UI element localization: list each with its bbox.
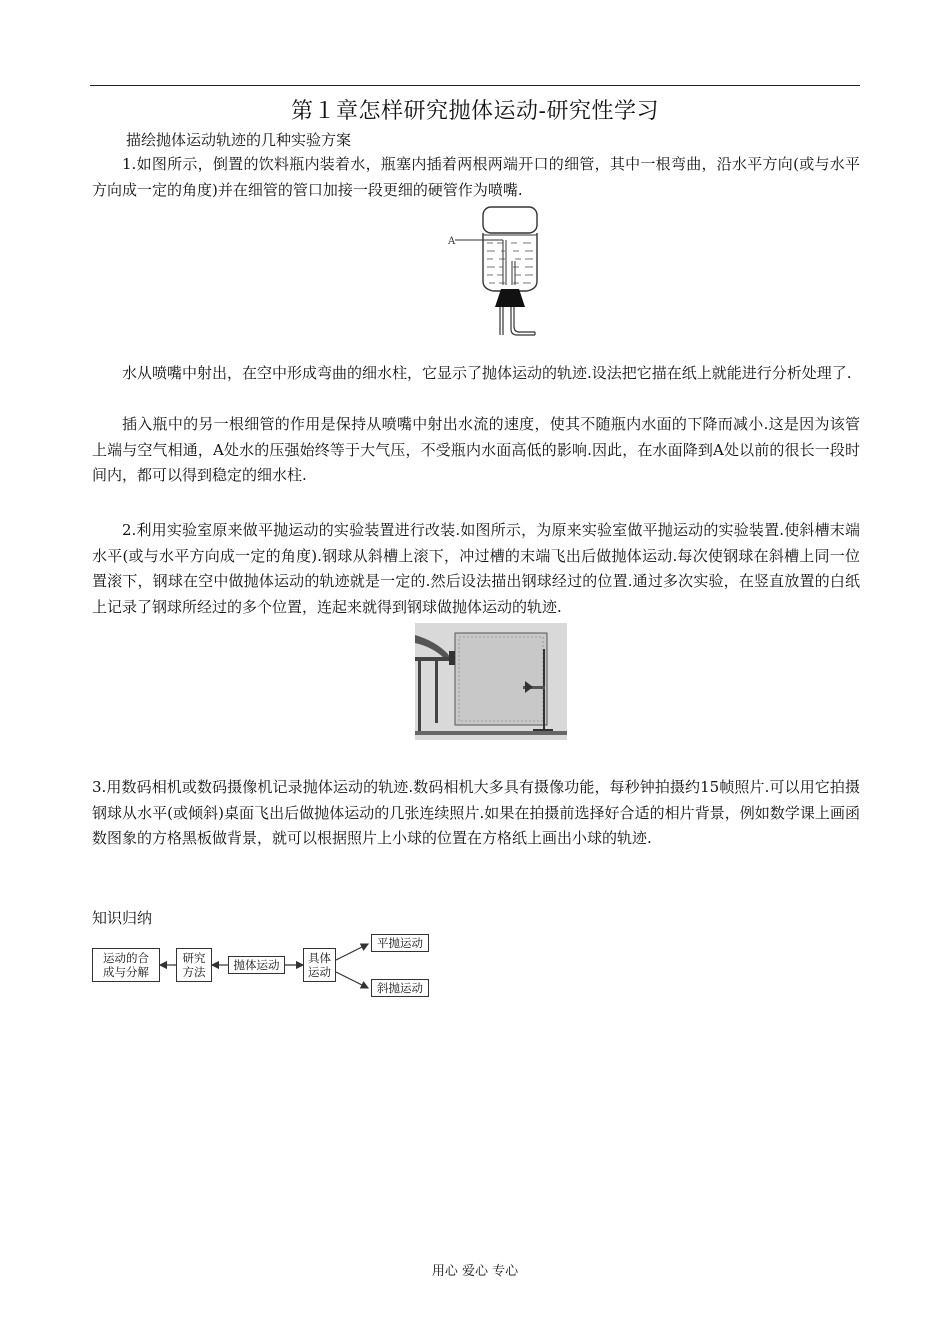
summary-heading: 知识归纳 [92,909,153,927]
knowledge-summary-diagram [90,932,435,1000]
diagram-box-composition: 运动的合 成与分解 [92,948,160,982]
page-title: 第１章怎样研究抛体运动-研究性学习 [291,99,659,124]
projectile-apparatus-figure [415,623,567,740]
svg-text:A: A [448,236,456,247]
section-subtitle: 描绘抛体运动轨迹的几种实验方案 [126,131,352,149]
diagram-box-method: 研究 方法 [176,948,212,982]
bottle-apparatus-figure [445,203,545,351]
paragraph-3: 插入瓶中的另一根细管的作用是保持从喷嘴中射出水流的速度，使其不随瓶内水面的下降而减小.这是因为该管上端与空气相通，A处水的压强始终等于大气压，不受瓶内水面高低的影响.因此，在水面降到A处以前的很长一段时间内，都可以得到稳定的细水柱. [92,415,860,484]
diagram-box-oblique: 斜抛运动 [371,979,429,997]
diagram-box-specific: 具体 运动 [303,948,336,982]
diagram-box-horizontal: 平抛运动 [371,934,429,952]
paragraph-4: 2.利用实验室原来做平抛运动的实验装置进行改装.如图所示，为原来实验室做平抛运动的实验装置.使斜槽末端水平(或与水平方向成一定的角度).钢球从斜槽上滚下，冲过槽的末端飞出后做抛体运动.每次使钢球在斜槽上同一位置滚下，钢球在空中做抛体运动的轨迹就是一定的.然后设法描出钢球经过的位置.通过多次实验，在竖直放置的白纸上记录了钢球所经过的多个位置，连起来就得到钢球做抛体运动的轨迹. [92,521,860,616]
page-footer: 用心 爱心 专心 [431,1264,519,1279]
paragraph-1: 1.如图所示，倒置的饮料瓶内装着水，瓶塞内插着两根两端开口的细管，其中一根弯曲，沿水平方向(或与水平方向成一定的角度)并在细管的管口加接一段更细的硬管作为喷嘴. [92,155,860,199]
paragraph-5: 3.用数码相机或数码摄像机记录抛体运动的轨迹.数码相机大多具有摄像功能，每秒钟拍摄约15帧照片.可以用它拍摄钢球从水平(或倾斜)桌面飞出后做抛体运动的几张连续照片.如果在拍摄前选择好合适的相片背景，例如数学课上画函数图象的方格黑板做背景，就可以根据照片上小球的位置在方格纸上画出小球的轨迹. [92,778,860,847]
header-rule [90,85,860,86]
paragraph-2: 水从喷嘴中射出，在空中形成弯曲的细水柱，它显示了抛体运动的轨迹.设法把它描在纸上就能进行分析处理了. [122,364,852,382]
diagram-box-projectile: 抛体运动 [228,956,285,974]
